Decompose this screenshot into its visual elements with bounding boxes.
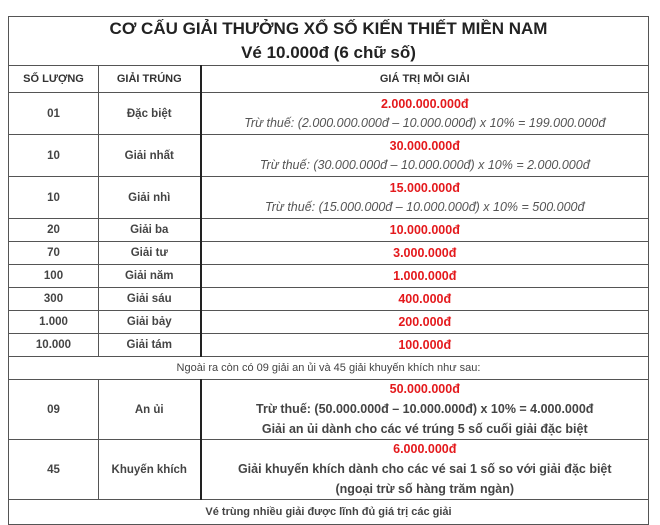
prize-value: 15.000.000đ bbox=[389, 180, 460, 195]
col-header-quantity: SỐ LƯỢNG bbox=[9, 66, 99, 93]
tax-note: Trừ thuế: (2.000.000.000đ – 10.000.000đ) x 10% = 199.000.000đ bbox=[244, 115, 606, 130]
prize-value: 10.000.000đ bbox=[201, 219, 649, 242]
table-title: CƠ CẤU GIẢI THƯỞNG XỔ SỐ KIẾN THIẾT MIỀN NAM bbox=[109, 19, 548, 38]
value-cell bbox=[201, 440, 649, 500]
prize-name-cell: Giải ba bbox=[99, 219, 201, 242]
table-row bbox=[9, 93, 649, 135]
prize-value: 1.000.000đ bbox=[201, 265, 649, 288]
prize-name-cell: Giải năm bbox=[99, 265, 201, 288]
prize-value: 6.000.000đ bbox=[393, 442, 457, 456]
prize-name-cell: Đặc biệt bbox=[99, 93, 201, 135]
prize-name-cell: An ủi bbox=[99, 380, 201, 440]
exception-note: (ngoại trừ số hàng trăm ngàn) bbox=[335, 482, 514, 496]
prize-value: 200.000đ bbox=[201, 311, 649, 334]
table-row bbox=[9, 265, 649, 288]
table-row bbox=[9, 380, 649, 440]
col-header-prize: GIẢI TRÚNG bbox=[99, 66, 201, 93]
prize-name-cell: Giải nhì bbox=[99, 177, 201, 219]
prize-value: 50.000.000đ bbox=[389, 382, 460, 396]
prize-name-cell: Giải sáu bbox=[99, 288, 201, 311]
column-header-row bbox=[9, 66, 649, 93]
tax-note: Trừ thuế: (50.000.000đ – 10.000.000đ) x 10% = 4.000.000đ bbox=[256, 402, 594, 416]
condition-note: Giải an ủi dành cho các vé trúng 5 số cuối giải đặc biệt bbox=[261, 422, 588, 436]
footer-note: Vé trùng nhiều giải được lĩnh đủ giá trị các giải bbox=[9, 500, 649, 525]
table-row bbox=[9, 288, 649, 311]
value-cell bbox=[201, 177, 649, 219]
prize-value: 400.000đ bbox=[201, 288, 649, 311]
tax-note: Trừ thuế: (30.000.000đ – 10.000.000đ) x 10% = 2.000.000đ bbox=[259, 157, 590, 172]
col-header-value: GIÁ TRỊ MỖI GIẢI bbox=[201, 66, 649, 93]
table-row bbox=[9, 219, 649, 242]
prize-name-cell: Giải bảy bbox=[99, 311, 201, 334]
table-row bbox=[9, 334, 649, 357]
prize-name-cell: Giải nhất bbox=[99, 135, 201, 177]
table-row bbox=[9, 440, 649, 500]
quantity-cell: 10 bbox=[9, 135, 99, 177]
prize-name-cell: Khuyến khích bbox=[99, 440, 201, 500]
prize-name-cell: Giải tám bbox=[99, 334, 201, 357]
prize-value: 2.000.000.000đ bbox=[380, 96, 469, 111]
quantity-cell: 300 bbox=[9, 288, 99, 311]
quantity-cell: 01 bbox=[9, 93, 99, 135]
title-cell bbox=[9, 17, 649, 66]
prize-value: 3.000.000đ bbox=[201, 242, 649, 265]
value-cell bbox=[201, 135, 649, 177]
table-row bbox=[9, 135, 649, 177]
tax-note: Trừ thuế: (15.000.000đ – 10.000.000đ) x 10% = 500.000đ bbox=[265, 199, 585, 214]
table-row bbox=[9, 242, 649, 265]
prize-value: 30.000.000đ bbox=[389, 138, 460, 153]
quantity-cell: 20 bbox=[9, 219, 99, 242]
quantity-cell: 1.000 bbox=[9, 311, 99, 334]
value-cell bbox=[201, 380, 649, 440]
prize-value: 100.000đ bbox=[201, 334, 649, 357]
value-cell bbox=[201, 93, 649, 135]
table-subtitle: Vé 10.000đ (6 chữ số) bbox=[241, 43, 416, 62]
quantity-cell: 10.000 bbox=[9, 334, 99, 357]
prize-name-cell: Giải tư bbox=[99, 242, 201, 265]
condition-note: Giải khuyến khích dành cho các vé sai 1 số so với giải đặc biệt bbox=[237, 462, 612, 476]
table-row bbox=[9, 311, 649, 334]
quantity-cell: 70 bbox=[9, 242, 99, 265]
prize-structure-table bbox=[8, 16, 649, 525]
table-row bbox=[9, 177, 649, 219]
quantity-cell: 10 bbox=[9, 177, 99, 219]
quantity-cell: 45 bbox=[9, 440, 99, 500]
extra-prizes-note: Ngoài ra còn có 09 giải an ủi và 45 giải khuyến khích như sau: bbox=[9, 357, 649, 380]
quantity-cell: 09 bbox=[9, 380, 99, 440]
quantity-cell: 100 bbox=[9, 265, 99, 288]
